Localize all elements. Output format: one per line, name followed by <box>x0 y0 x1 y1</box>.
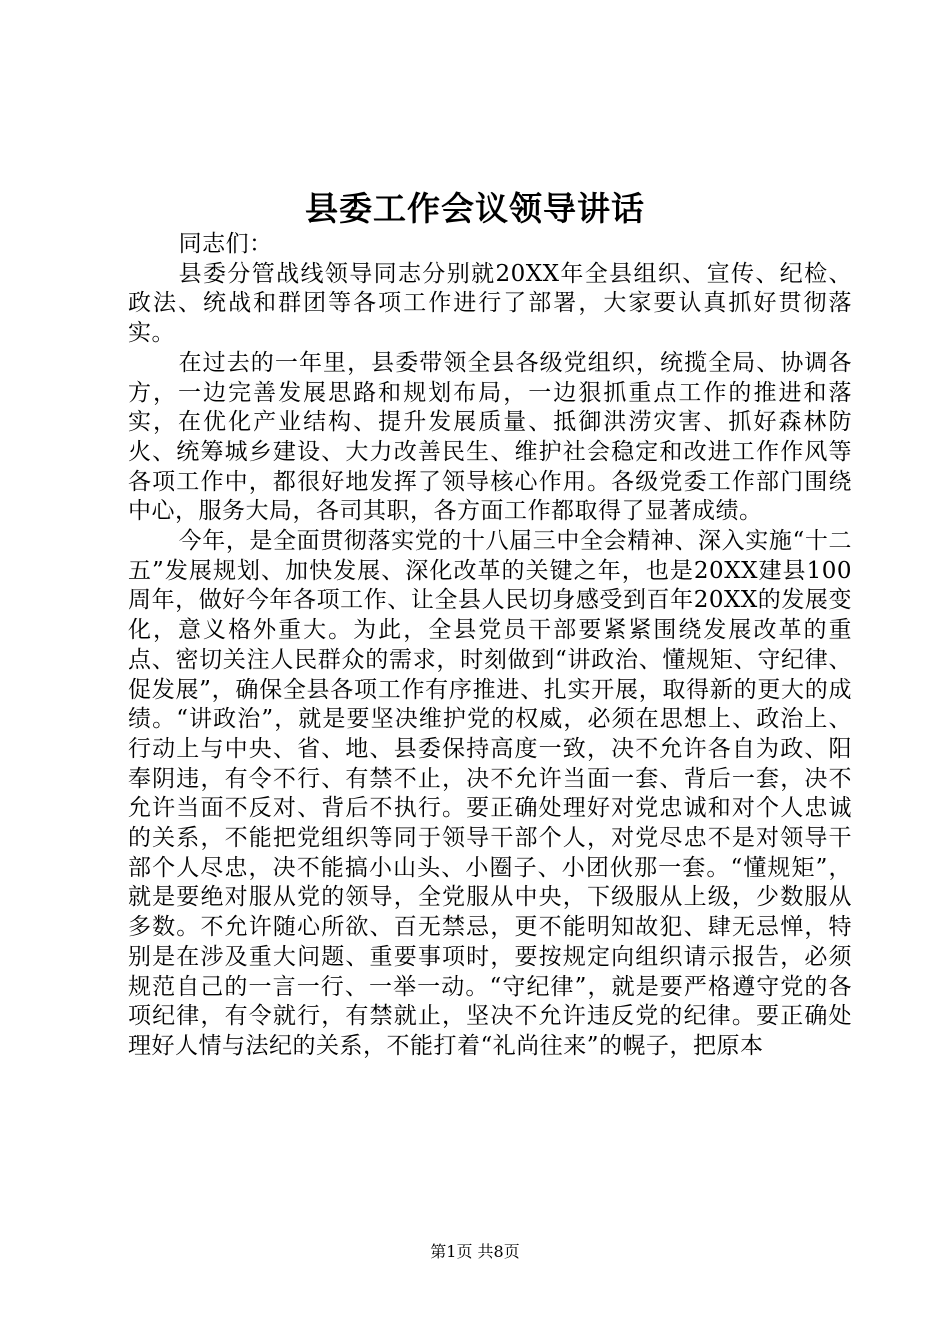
salutation: 同志们： <box>178 231 273 257</box>
document-body <box>128 230 852 1062</box>
page-number-footer: 第1页 共8页 <box>430 1242 520 1261</box>
paragraph-2: 在过去的一年里，县委带领全县各级党组织，统揽全局、协调各方，一边完善发展思路和规划布局，一边狠抓重点工作的推进和落实，在优化产业结构、提升发展质量、抵御洪涝灾害、抓好森林防火、统筹城乡建设、大力改善民生、维护社会稳定和改进工作作风等各项工作中，都很好地发挥了领导核心作用。各级党委工作部门围绕中心，服务大局，各司其职，各方面工作都取得了显著成绩。 <box>128 349 852 525</box>
paragraph-1: 县委分管战线领导同志分别就20XX年全县组织、宣传、纪检、政法、统战和群团等各项工作进行了部署，大家要认真抓好贯彻落实。 <box>128 260 852 347</box>
paragraph-3: 今年，是全面贯彻落实党的十八届三中全会精神、深入实施“十二五”发展规划、加快发展、深化改革的关键之年，也是20XX建县100周年，做好今年各项工作、让全县人民切身感受到百年20XX的发展变化，意义格外重大。为此，全县党员干部要紧紧围绕发展改革的重点、密切关注人民群众的需求，时刻做到“讲政治、懂规矩、守纪律、促发展”，确保全县各项工作有序推进、扎实开展，取得新的更大的成绩。“讲政治”，就是要坚决维护党的权威，必须在思想上、政治上、行动上与中央、省、地、县委保持高度一致，决不允许各自为政、阳奉阴违，有令不行、有禁不止，决不允许当面一套、背后一套，决不允许当面不反对、背后不执行。要正确处理好对党忠诚和对个人忠诚的关系，不能把党组织等同于领导干部个人，对党尽忠不是对领导干部个人尽忠，决不能搞小山头、小圈子、小团伙那一套。“懂规矩”，就是要绝对服从党的领导，全党服从中央，下级服从上级，少数服从多数。不允许随心所欲、百无禁忌，更不能明知故犯、肆无忌惮，特别是在涉及重大问题、重要事项时，要按规定向组织请示报告，必须规范自己的一言一行、一举一动。“守纪律”，就是要严格遵守党的各项纪律，有令就行，有禁就止，坚决不允许违反党的纪律。要正确处理好人情与法纪的关系，不能打着“礼尚往来”的幌子，把原本 <box>128 528 852 1059</box>
document-title: 县委工作会议领导讲话 <box>305 189 645 228</box>
